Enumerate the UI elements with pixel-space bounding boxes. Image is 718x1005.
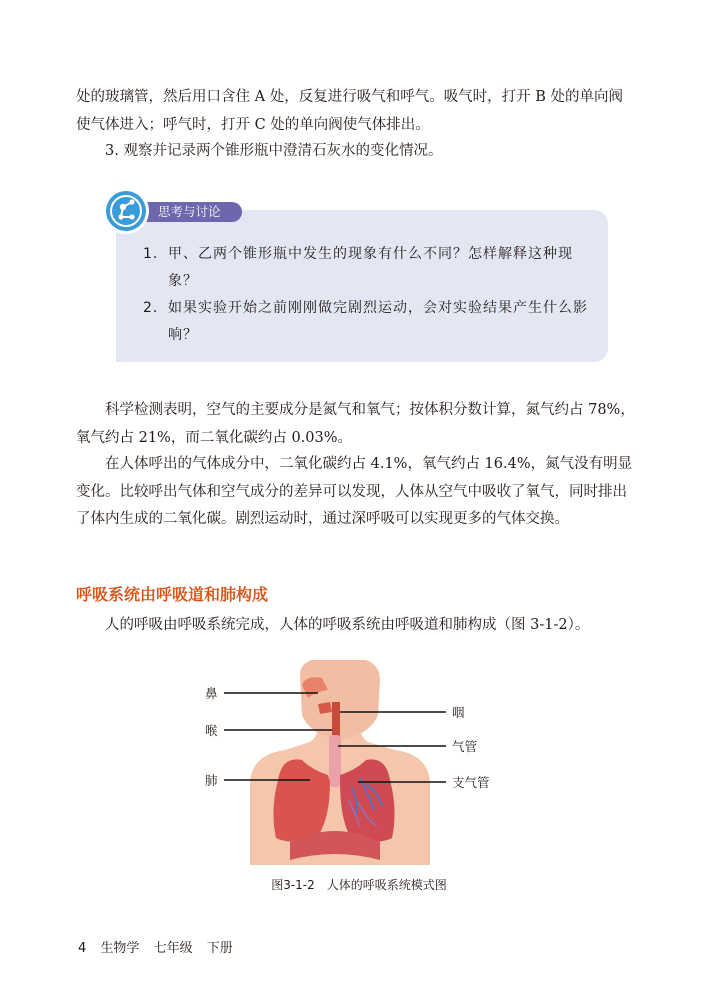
paragraph-step-3: 3. 观察并记录两个锥形瓶中澄清石灰水的变化情况。 [105, 143, 443, 159]
figure-caption: 图3-1-2 人体的呼吸系统模式图 [271, 878, 447, 892]
page-number: 4 [78, 941, 87, 956]
paragraph-experiment-steps: 处的玻璃管，然后用口含住 A 处，反复进行吸气和呼气。吸气时，打开 B 处的单向阀使气体进入；呼气时，打开 C 处的单向阀使气体排出。 [76, 89, 624, 133]
paragraph-exhaled-gas: 在人体呼出的气体成分中，二氧化碳约占 4.1%，氧气约占 16.4%，氮气没有明显变化。比较呼出气体和空气成分的差异可以发现，人体从空气中吸收了氧气，同时排出了体内生成的二氧化碳。剧烈运动时，通过深呼吸可以实现更多的气体交换。 [76, 456, 633, 527]
label-lung: 肺 [205, 773, 218, 788]
think-discuss-title: 思考与讨论 [158, 204, 221, 219]
question-text: 如果实验开始之前刚刚做完剧烈运动，会对实验结果产生什么影响？ [168, 300, 588, 343]
question-number: 1. [143, 246, 159, 262]
footer-volume: 下册 [206, 941, 233, 956]
label-nose: 鼻 [205, 686, 218, 701]
question-item [143, 295, 593, 349]
question-item [143, 241, 593, 295]
label-bronchus: 支气管 [452, 775, 490, 790]
question-text: 甲、乙两个锥形瓶中发生的现象有什么不同？怎样解释这种现象？ [168, 246, 573, 289]
page-footer [78, 937, 243, 956]
label-trachea: 气管 [452, 739, 478, 754]
section-title: 呼吸系统由呼吸道和肺构成 [76, 585, 269, 604]
footer-subject: 生物学 [100, 941, 140, 956]
respiratory-system-illustration [190, 660, 520, 870]
paragraph-respiratory-system: 人的呼吸由呼吸系统完成，人体的呼吸系统由呼吸道和肺构成（图 3-1-2）。 [105, 617, 590, 633]
footer-grade: 七年级 [153, 941, 193, 956]
label-pharynx: 咽 [452, 705, 465, 720]
label-larynx: 喉 [205, 723, 218, 738]
paragraph-air-composition: 科学检测表明，空气的主要成分是氮气和氧气；按体积分数计算，氮气约占 78%，氧气约占 21%，而二氧化碳约占 0.03%。 [76, 402, 635, 446]
molecule-icon [101, 186, 151, 236]
question-number: 2. [143, 300, 159, 316]
